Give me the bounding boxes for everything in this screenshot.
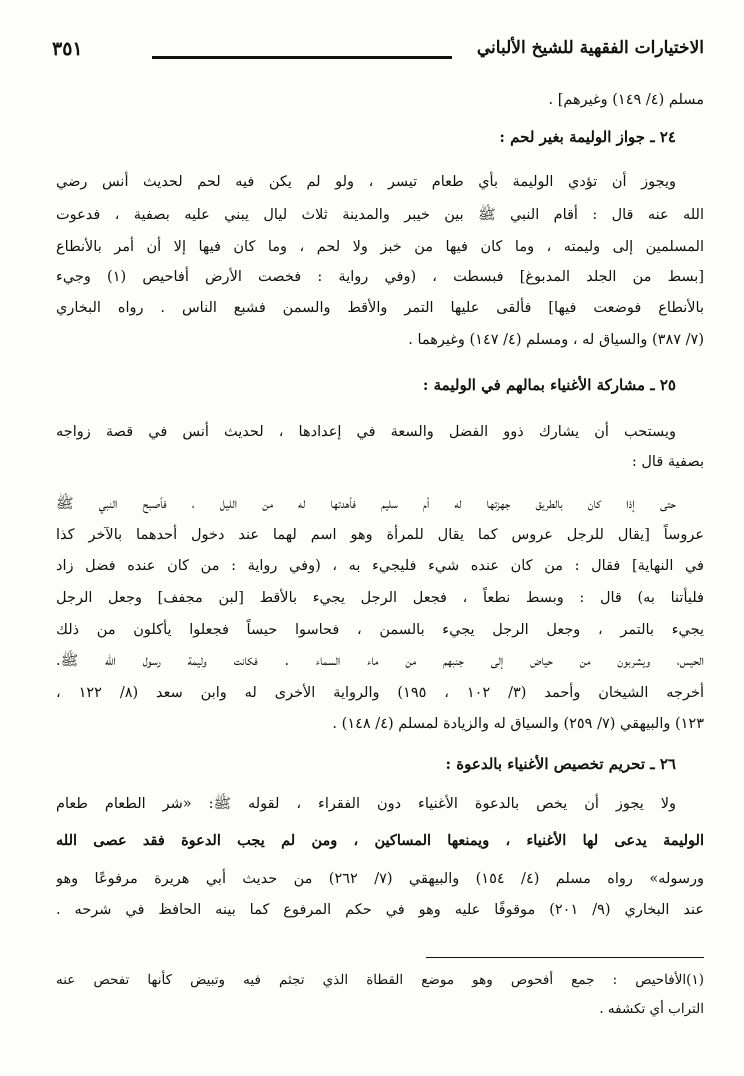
text-line: بصفية قال : (631, 454, 704, 470)
text-line: ١٢٣) والبيهقي (٧/ ٢٥٩) والسياق له والزيادة لمسلم (٤/ ١٤٨) . (332, 716, 704, 732)
section-heading-25: ٢٥ ـ مشاركة الأغنياء بمالهم في الوليمة : (422, 376, 676, 394)
text-line: [بسط من الجلد المدبوغ] فبسطت ، (وفي رواية : فخصت الأرض أفاحيص (١) وجيء (56, 269, 704, 285)
text-line: حتى إذا كان بالطريق جهزتها له أم سليم فأهدتها له من الليل ، فأصبح النبي ﷺ (56, 496, 676, 512)
text-line: الحيس، ويشربون من حياض إلى جنبهم من ماء السماء . فكانت وليمة رسول الله ﷺ. (56, 653, 704, 669)
text-line: المسلمين إلى وليمته ، وما كان فيها من خبز ولا لحم ، وما كان فيها إلا أن أمر بالأنطاع (56, 239, 704, 255)
footnote-text: التراب أي تكشفه . (599, 1001, 704, 1017)
text-line: يجيء بالتمر ، وجعل الرجل يجيء بالسمن ، فحاسوا حيساً فجعلوا يأكلون من ذلك (56, 622, 704, 638)
text-line: فليأتنا به) قال : وبسط نطعاً ، فجعل الرجل يجيء بالأقط [لبن مجفف] وجعل الرجل (56, 590, 704, 606)
text-line: بالأنطاع فوضعت فيها] فألقى عليها التمر والأقط والسمن فشبع الناس . رواه البخاري (56, 300, 704, 316)
text-line: أخرجه الشيخان وأحمد (٣/ ١٠٢ ، ١٩٥) والرواية الأخرى له وابن سعد (٨/ ١٢٢ ، (56, 685, 704, 701)
text-line: في النهاية] فقال : من كان عنده شيء فليجيء به ، (وفي رواية : من كان عنده فضل زاد (56, 558, 704, 574)
running-title: الاختيارات الفقهية للشيخ الألباني (476, 38, 704, 58)
text-line: ولا يجوز أن يخص بالدعوة الأغنياء دون الفقراء ، لقوله ﷺ: «شر الطعام طعام (56, 796, 676, 812)
footnote-text: (١)الأفاحيص : جمع أفحوص وهو موضع القطاة الذي تجثم فيه وتبيض كأنها تفحص عنه (56, 972, 704, 988)
page-number: ٣٥١ (52, 38, 83, 60)
text-line: ورسوله» رواه مسلم (٤/ ١٥٤) والبيهقي (٧/ ٢٦٢) من حديث أبي هريرة مرفوعًا وهو (56, 871, 704, 887)
footnote-rule (426, 957, 704, 958)
header-rule (152, 56, 452, 59)
text-line: الله عنه قال : أقام النبي ﷺ بين خيبر والمدينة ثلاث ليال يبني عليه بصفية ، فدعوت (56, 207, 704, 223)
text-line: عروساً [يقال للرجل عروس كما يقال للمرأة وهو اسم لهما عند دخول أحدهما بالآخر كذا (56, 527, 704, 543)
section-heading-26: ٢٦ ـ تحريم تخصيص الأغنياء بالدعوة : (445, 755, 676, 773)
section-heading-24: ٢٤ ـ جواز الوليمة بغير لحم : (499, 128, 676, 146)
page-header (52, 38, 704, 70)
text-line: ويجوز أن تؤدي الوليمة بأي طعام تيسر ، ولو لم يكن فيه لحم لحديث أنس رضي (56, 174, 676, 190)
text-line: ويستحب أن يشارك ذوو الفضل والسعة في إعدادها ، لحديث أنس في قصة زواجه (56, 424, 676, 440)
text-line: (٧/ ٣٨٧) والسياق له ، ومسلم (٤/ ١٤٧) وغيرهما . (408, 332, 704, 348)
hadith-bold-line: الوليمة يدعى لها الأغنياء ، ويمنعها المساكين ، ومن لم يجب الدعوة فقد عصى الله (56, 832, 704, 849)
text-line: مسلم (٤/ ١٤٩) وغيرهم] . (548, 92, 704, 108)
text-line: عند البخاري (٩/ ٢٠١) موقوفًا عليه وهو في حكم المرفوع كما بينه الحافظ في شرحه . (56, 902, 704, 918)
